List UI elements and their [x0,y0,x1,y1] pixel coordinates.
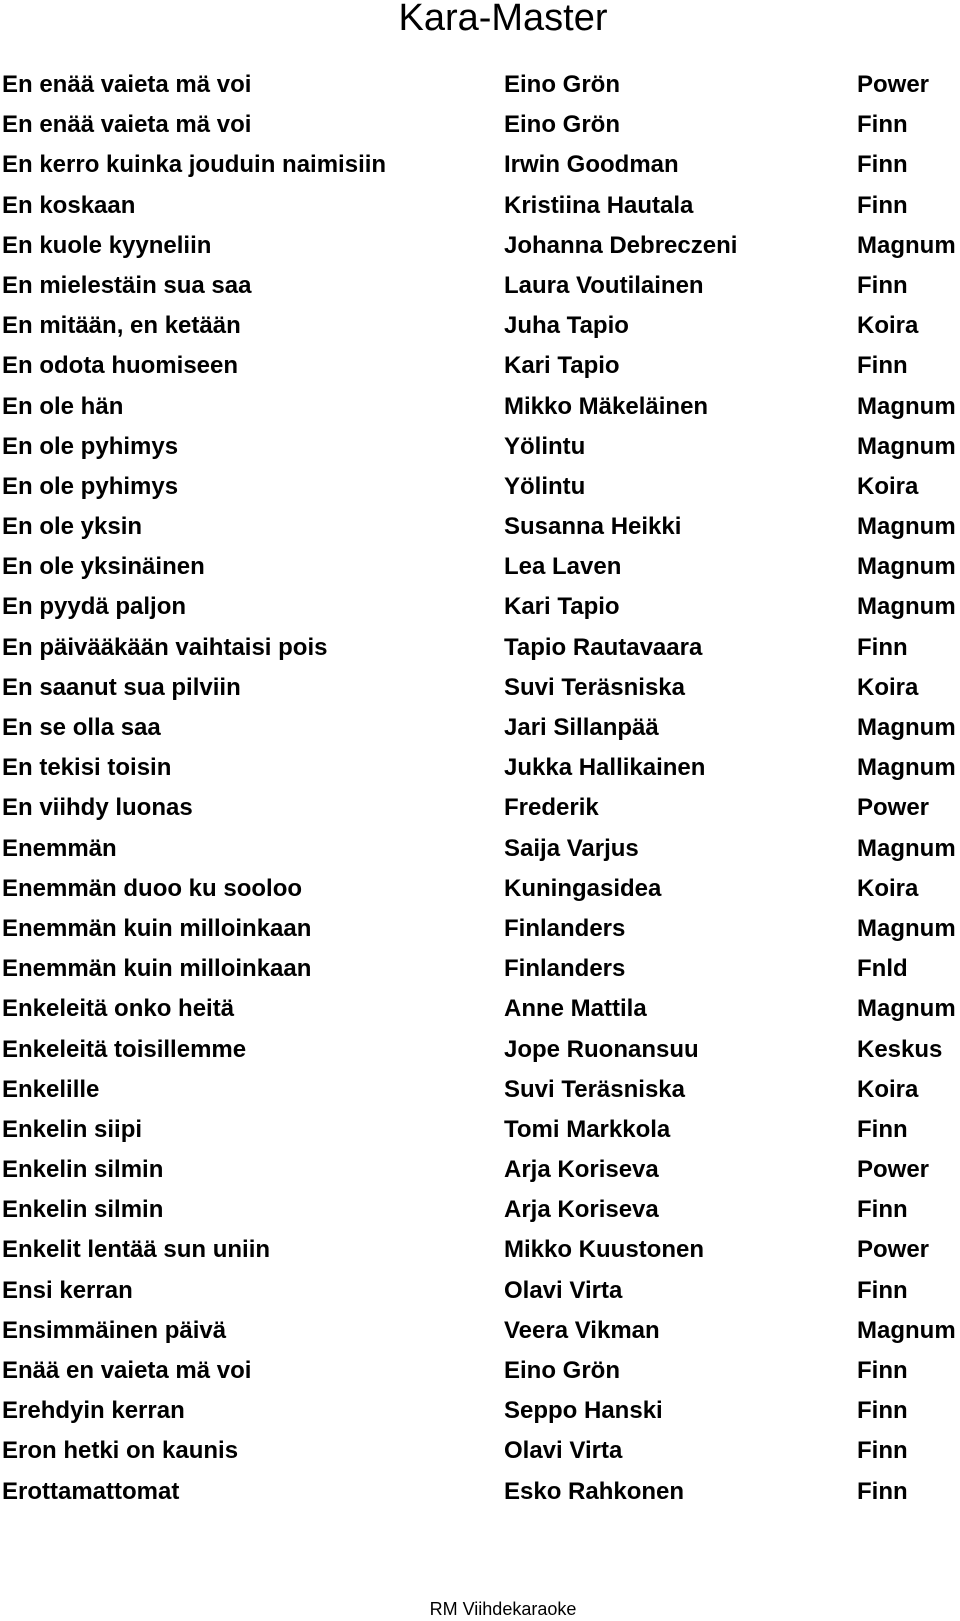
karaoke-label: Magnum [857,995,956,1023]
karaoke-label: Finn [857,271,908,299]
song-title: Erehdyin kerran [2,1397,185,1425]
artist-name: Anne Mattila [504,995,647,1023]
artist-name: Mikko Kuustonen [504,1236,705,1264]
song-title: Ensimmäinen päivä [2,1316,227,1344]
karaoke-label: Power [857,794,930,822]
list-item [0,1110,960,1150]
song-title: En ole hän [2,392,124,420]
song-title: Enkelin silmin [2,1156,164,1184]
artist-name: Seppo Hanski [504,1397,663,1425]
karaoke-label: Magnum [857,392,956,420]
artist-name: Kuningasidea [504,874,662,902]
song-title: Enkelille [2,1075,100,1103]
karaoke-label: Finn [857,1115,908,1143]
karaoke-label: Koira [857,312,919,340]
list-item [0,1271,960,1311]
song-title: En kuole kyyneliin [2,231,212,259]
list-item [0,507,960,547]
song-title: Enkelin silmin [2,1196,164,1224]
artist-name: Johanna Debreczeni [504,231,738,259]
artist-name: Eino Grön [504,111,620,139]
list-item [0,1190,960,1230]
karaoke-label: Finn [857,151,908,179]
song-title: Eron hetki on kaunis [2,1437,239,1465]
karaoke-label: Power [857,1236,930,1264]
song-title: Enkeleitä onko heitä [2,995,235,1023]
karaoke-label: Finn [857,191,908,219]
artist-name: Kari Tapio [504,352,620,380]
karaoke-label: Magnum [857,834,956,862]
list-item [0,427,960,467]
song-title: En se olla saa [2,714,161,741]
karaoke-label: Finn [857,633,908,661]
artist-name: Eino Grön [504,1357,620,1384]
list-item [0,226,960,266]
list-item [0,829,960,869]
karaoke-label: Finn [857,111,908,139]
list-item [0,788,960,828]
list-item [0,186,960,226]
list-item [0,1030,960,1070]
song-title: En ole pyhimys [2,432,179,460]
song-title: En päivääkään vaihtaisi pois [2,633,328,661]
artist-name: Jari Sillanpää [504,714,659,741]
song-title: En saanut sua pilviin [2,673,241,701]
karaoke-label: Finn [857,1196,908,1224]
karaoke-label: Magnum [857,432,956,460]
artist-name: Susanna Heikki [504,513,682,541]
list-item [0,1150,960,1190]
list-item [0,1070,960,1110]
song-title: En enää vaieta mä voi [2,71,252,98]
artist-name: Irwin Goodman [504,151,679,179]
artist-name: Suvi Teräsniska [504,1075,685,1103]
page-title: Kara-Master [398,0,608,39]
artist-name: Yölintu [504,472,586,500]
list-item [0,909,960,949]
karaoke-label: Koira [857,472,919,500]
song-title: Enemmän duoo ku sooloo [2,874,303,902]
karaoke-label: Magnum [857,513,956,541]
list-item [0,869,960,909]
list-item [0,748,960,788]
karaoke-label: Magnum [857,1316,956,1344]
list-item [0,668,960,708]
karaoke-label: Finn [857,1477,908,1505]
song-title: En koskaan [2,191,136,219]
song-title: Enemmän kuin milloinkaan [2,955,312,983]
artist-name: Jope Ruonansuu [504,1035,699,1063]
artist-name: Juha Tapio [504,312,629,340]
karaoke-label: Finn [857,1437,908,1465]
karaoke-label: Koira [857,673,919,701]
artist-name: Finlanders [504,955,626,983]
karaoke-label: Fnld [857,955,908,983]
song-title: En mielestäin sua saa [2,271,252,299]
artist-name: Yölintu [504,432,586,460]
song-title: Enää en vaieta mä voi [2,1357,252,1384]
list-item [0,949,960,989]
artist-name: Eino Grön [504,71,620,98]
list-item [0,145,960,185]
karaoke-label: Magnum [857,553,956,581]
artist-name: Kristiina Hautala [504,191,694,219]
song-title: Enemmän kuin milloinkaan [2,914,312,942]
karaoke-label: Magnum [857,231,956,259]
song-list [0,65,960,1512]
artist-name: Tomi Markkola [504,1115,671,1143]
artist-name: Jukka Hallikainen [504,754,706,782]
list-item [0,1472,960,1512]
list-item [0,306,960,346]
artist-name: Olavi Virta [504,1437,623,1465]
song-title: En odota huomiseen [2,352,239,380]
artist-name: Laura Voutilainen [504,271,704,299]
list-item [0,105,960,145]
list-item [0,266,960,306]
list-item [0,1311,960,1351]
list-item [0,989,960,1029]
karaoke-label: Power [857,1156,930,1184]
artist-name: Lea Laven [504,553,622,581]
artist-name: Frederik [504,794,599,822]
artist-name: Kari Tapio [504,593,620,621]
song-title: Enemmän [2,834,117,862]
karaoke-label: Koira [857,1075,919,1103]
artist-name: Mikko Mäkeläinen [504,392,709,420]
artist-name: Suvi Teräsniska [504,673,685,701]
karaoke-label: Finn [857,352,908,380]
song-title: En viihdy luonas [2,794,193,822]
karaoke-label: Magnum [857,593,956,621]
karaoke-label: Magnum [857,754,956,782]
song-title: En enää vaieta mä voi [2,111,252,139]
artist-name: Arja Koriseva [504,1156,659,1184]
list-item [0,587,960,627]
list-item [0,1391,960,1431]
song-title: Ensi kerran [2,1276,133,1304]
artist-name: Olavi Virta [504,1276,623,1304]
list-item [0,1230,960,1270]
song-title: En kerro kuinka jouduin naimisiin [2,151,387,179]
karaoke-label: Koira [857,874,919,902]
song-title: Enkeleitä toisillemme [2,1035,247,1063]
song-title: En pyydä paljon [2,593,187,621]
artist-name: Arja Koriseva [504,1196,659,1224]
song-title: En ole yksin [2,513,143,541]
list-item [0,467,960,507]
song-title: Enkelit lentää sun uniin [2,1236,271,1264]
song-title: En mitään, en ketään [2,312,241,340]
song-title: Erottamattomat [2,1477,180,1505]
list-item [0,547,960,587]
page-footer: RM Viihdekaraoke [429,1599,577,1619]
list-item [0,65,960,105]
karaoke-label: Keskus [857,1035,943,1063]
song-title: En ole yksinäinen [2,553,205,581]
karaoke-label: Magnum [857,714,956,741]
karaoke-label: Finn [857,1276,908,1304]
artist-name: Saija Varjus [504,834,639,862]
song-title: En tekisi toisin [2,754,172,782]
song-title: En ole pyhimys [2,472,179,500]
song-title: Enkelin siipi [2,1115,143,1143]
artist-name: Esko Rahkonen [504,1477,685,1505]
list-item [0,346,960,386]
karaoke-label: Power [857,71,930,98]
karaoke-label: Finn [857,1397,908,1425]
karaoke-label: Finn [857,1357,908,1384]
artist-name: Tapio Rautavaara [504,633,703,661]
list-item [0,1351,960,1391]
artist-name: Veera Vikman [504,1316,660,1344]
artist-name: Finlanders [504,914,626,942]
list-item [0,387,960,427]
list-item [0,708,960,748]
list-item [0,628,960,668]
karaoke-label: Magnum [857,914,956,942]
list-item [0,1431,960,1471]
